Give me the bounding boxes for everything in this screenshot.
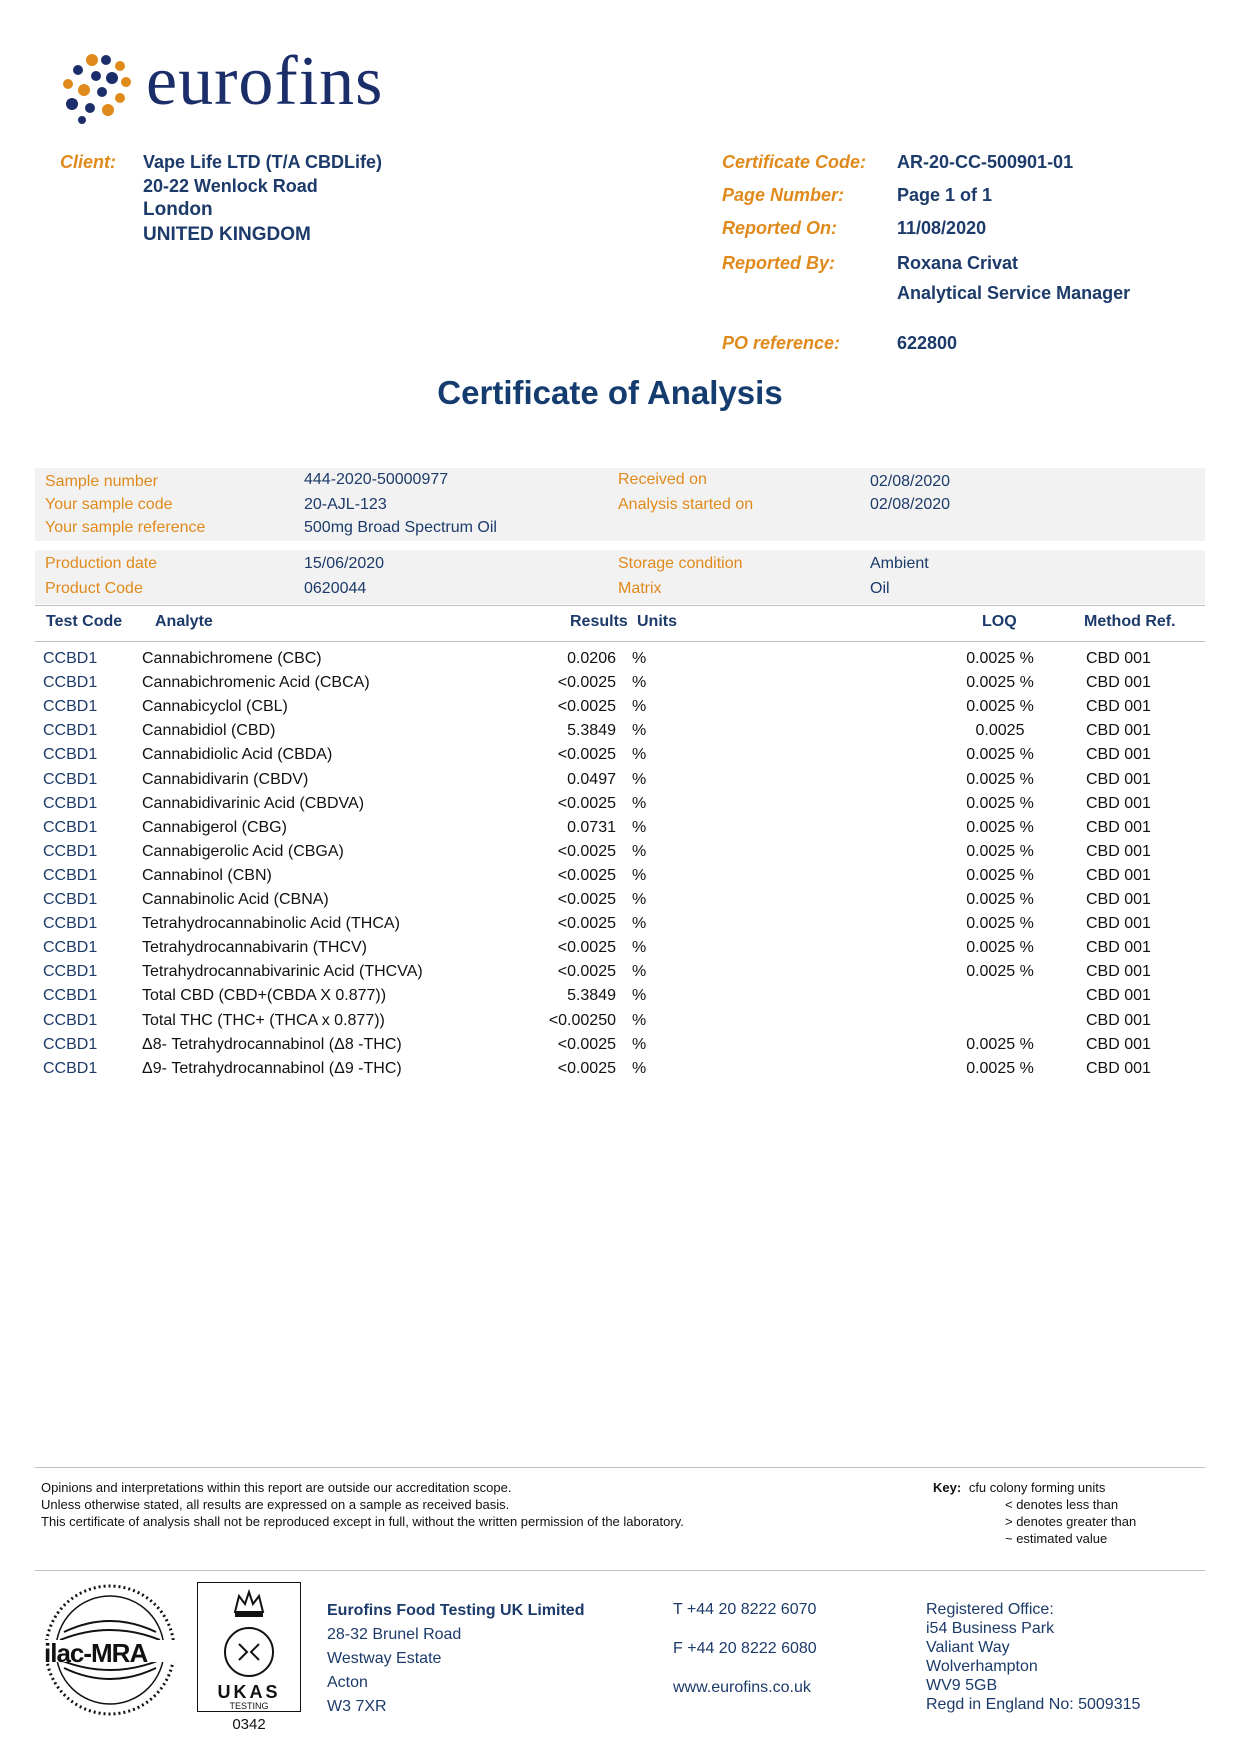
unit-cell: % (632, 770, 647, 788)
test-code-cell: CCBD1 (43, 1011, 98, 1029)
registered-office-title: Registered Office: (926, 1601, 1054, 1618)
product-code: 0620044 (304, 580, 367, 597)
page-title: Certificate of Analysis (437, 374, 783, 411)
result-cell: <0.0025 (557, 866, 616, 884)
result-cell: 0.0206 (567, 650, 616, 667)
test-code-cell: CCBD1 (43, 722, 98, 740)
analyte-cell: Cannabigerolic Acid (CBGA) (142, 842, 344, 860)
crown-tick-icon (197, 1582, 301, 1692)
test-code-cell: CCBD1 (43, 1059, 98, 1077)
loq-cell: 0.0025 % (966, 746, 1034, 764)
header-loq: LOQ (982, 613, 1017, 630)
company-address-line: Westway Estate (327, 1650, 442, 1667)
unit-cell: % (632, 794, 647, 812)
method-cell: CBD 001 (1086, 698, 1151, 716)
header-method: Method Ref. (1084, 613, 1176, 630)
test-code-cell: CCBD1 (43, 891, 98, 908)
key-item: > denotes greater than (1005, 1514, 1137, 1529)
eurofins-logo (62, 43, 402, 128)
test-code-cell: CCBD1 (43, 1035, 98, 1053)
table-row (0, 1012, 1240, 1036)
analyte-cell: Cannabichromene (CBC) (142, 650, 322, 667)
result-cell: 5.3849 (567, 722, 616, 740)
unit-cell: % (632, 891, 647, 908)
analyte-cell: Cannabinol (CBN) (142, 866, 272, 884)
method-cell: CBD 001 (1086, 794, 1151, 812)
analyte-cell: Total THC (THC+ (THCA x 0.877)) (142, 1011, 385, 1029)
sample-reference-label: Your sample reference (45, 519, 206, 536)
loq-cell: 0.0025 % (966, 915, 1034, 933)
unit-cell: % (632, 674, 647, 692)
table-row (0, 698, 1240, 722)
result-cell: 0.0497 (567, 770, 616, 788)
page-number: Page 1 of 1 (897, 185, 993, 205)
result-cell: <0.0025 (557, 915, 616, 933)
sample-number-label: Sample number (45, 473, 158, 490)
analyte-cell: Cannabichromenic Acid (CBCA) (142, 674, 370, 692)
unit-cell: % (632, 915, 647, 933)
table-row (0, 963, 1240, 987)
test-code-cell: CCBD1 (43, 746, 98, 764)
analysis-started-label: Analysis started on (618, 496, 754, 513)
company-address-line: W3 7XR (327, 1698, 387, 1715)
key-item: < denotes less than (1005, 1497, 1119, 1512)
loq-cell: 0.0025 % (966, 770, 1034, 788)
eurofins-dots-icon (62, 52, 134, 124)
footer-note: Unless otherwise stated, all results are expressed on a sample as received basis. (41, 1497, 510, 1512)
result-cell: <0.0025 (557, 842, 616, 860)
result-cell: <0.00250 (548, 1011, 616, 1029)
company-address-line: Acton (327, 1674, 368, 1691)
test-code-cell: CCBD1 (43, 674, 98, 692)
ilac-mra-logo (42, 1582, 178, 1718)
header-analyte: Analyte (155, 613, 213, 630)
analyte-cell: Tetrahydrocannabivarin (THCV) (142, 939, 367, 957)
brand-name: eurofins (146, 43, 384, 120)
unit-cell: % (632, 987, 647, 1005)
analyte-cell: Δ9- Tetrahydrocannabinol (Δ9 -THC) (142, 1059, 402, 1077)
website-link[interactable]: www.eurofins.co.uk (673, 1679, 811, 1696)
ukas-text: UKAS (217, 1682, 281, 1702)
loq-cell: 0.0025 % (966, 866, 1034, 884)
client-country: UNITED KINGDOM (143, 224, 311, 245)
loq-cell: 0.0025 % (966, 1035, 1034, 1053)
test-code-cell: CCBD1 (43, 866, 98, 884)
table-row (0, 939, 1240, 963)
method-cell: CBD 001 (1086, 939, 1151, 957)
unit-cell: % (632, 1011, 647, 1029)
test-code-cell: CCBD1 (43, 987, 98, 1005)
table-row (0, 650, 1240, 674)
unit-cell: % (632, 963, 647, 981)
result-cell: <0.0025 (557, 698, 616, 716)
reported-by-label: Reported By: (722, 253, 836, 273)
sample-code-label: Your sample code (45, 496, 173, 513)
fax-number: F +44 20 8222 6080 (673, 1640, 817, 1657)
unit-cell: % (632, 650, 647, 667)
analyte-cell: Cannabicyclol (CBL) (142, 698, 288, 716)
loq-cell: 0.0025 % (966, 891, 1034, 908)
loq-cell: 0.0025 % (966, 650, 1034, 667)
table-header-divider (35, 641, 1205, 642)
ukas-sub: TESTING (229, 1701, 269, 1711)
loq-cell: 0.0025 % (966, 698, 1034, 716)
certificate-code: AR-20-CC-500901-01 (897, 152, 1074, 172)
phone-number: T +44 20 8222 6070 (673, 1601, 817, 1618)
table-row (0, 795, 1240, 819)
table-row (0, 915, 1240, 939)
method-cell: CBD 001 (1086, 818, 1151, 836)
method-cell: CBD 001 (1086, 866, 1151, 884)
loq-cell: 0.0025 (975, 722, 1025, 740)
header-test-code: Test Code (46, 613, 123, 630)
test-code-cell: CCBD1 (43, 794, 98, 812)
table-top-divider (35, 605, 1205, 606)
analyte-cell: Cannabidivarin (CBDV) (142, 770, 309, 788)
result-cell: <0.0025 (557, 1059, 616, 1077)
po-reference-label: PO reference: (722, 333, 841, 353)
registered-office-line: i54 Business Park (926, 1620, 1055, 1637)
certificate-code-label: Certificate Code: (722, 152, 867, 172)
sample-number: 444-2020-50000977 (304, 471, 449, 488)
footer-bottom-divider (35, 1570, 1205, 1571)
loq-cell: 0.0025 % (966, 842, 1034, 860)
client-city: London (143, 199, 213, 220)
ilac-text: ilac-MRA (44, 1638, 148, 1668)
footer-note: Opinions and interpretations within this report are outside our accreditation scope. (41, 1480, 512, 1495)
table-row (0, 843, 1240, 867)
key-item: cfu colony forming units (968, 1480, 1106, 1495)
page-number-label: Page Number: (722, 185, 845, 205)
unit-cell: % (632, 722, 647, 740)
test-code-cell: CCBD1 (43, 650, 98, 667)
footer-notes (41, 1479, 684, 1530)
received-on-label: Received on (618, 471, 707, 488)
table-row (0, 1060, 1240, 1084)
received-on: 02/08/2020 (870, 473, 951, 490)
reported-by: Roxana Crivat (897, 253, 1019, 273)
unit-cell: % (632, 818, 647, 836)
result-cell: 0.0731 (567, 818, 616, 836)
table-row (0, 1036, 1240, 1060)
po-reference: 622800 (897, 333, 958, 353)
method-cell: CBD 001 (1086, 842, 1151, 860)
storage-condition: Ambient (870, 555, 929, 572)
storage-condition-label: Storage condition (618, 555, 743, 572)
method-cell: CBD 001 (1086, 963, 1151, 981)
loq-cell: 0.0025 % (966, 1059, 1034, 1077)
test-code-cell: CCBD1 (43, 963, 98, 981)
analyte-cell: Cannabidiol (CBD) (142, 722, 276, 740)
unit-cell: % (632, 698, 647, 716)
client-address: 20-22 Wenlock Road (143, 176, 318, 196)
registered-office (926, 1600, 1140, 1714)
table-row (0, 771, 1240, 795)
reported-by-title: Analytical Service Manager (897, 283, 1131, 303)
test-code-cell: CCBD1 (43, 842, 98, 860)
loq-cell: 0.0025 % (966, 939, 1034, 957)
company-name: Eurofins Food Testing UK Limited (327, 1602, 585, 1619)
client-name: Vape Life LTD (T/A CBDLife) (143, 152, 383, 172)
method-cell: CBD 001 (1086, 915, 1151, 933)
unit-cell: % (632, 1059, 647, 1077)
unit-cell: % (632, 939, 647, 957)
footer-top-divider (35, 1467, 1205, 1468)
ukas-logo (197, 1582, 301, 1732)
result-cell: <0.0025 (557, 1035, 616, 1053)
matrix-label: Matrix (618, 580, 662, 597)
sample-reference: 500mg Broad Spectrum Oil (304, 519, 497, 536)
analyte-cell: Cannabinolic Acid (CBNA) (142, 891, 329, 908)
company-address-line: 28-32 Brunel Road (327, 1626, 462, 1643)
method-cell: CBD 001 (1086, 722, 1151, 740)
result-cell: <0.0025 (557, 674, 616, 692)
method-cell: CBD 001 (1086, 1035, 1151, 1053)
table-row (0, 746, 1240, 770)
unit-cell: % (632, 1035, 647, 1053)
header-results: Results (570, 613, 628, 630)
unit-cell: % (632, 746, 647, 764)
ukas-number: 0342 (232, 1716, 266, 1733)
unit-cell: % (632, 842, 647, 860)
sample-info-panel (35, 468, 1205, 541)
loq-cell: 0.0025 % (966, 794, 1034, 812)
method-cell: CBD 001 (1086, 770, 1151, 788)
key-item: ~ estimated value (1005, 1531, 1108, 1546)
table-row (0, 867, 1240, 891)
test-code-cell: CCBD1 (43, 770, 98, 788)
production-date-label: Production date (45, 555, 158, 572)
client-label: Client: (60, 152, 116, 172)
registered-office-line: Wolverhampton (926, 1658, 1038, 1675)
analyte-cell: Cannabigerol (CBG) (142, 818, 287, 836)
table-row (0, 891, 1240, 915)
registered-office-line: Regd in England No: 5009315 (926, 1696, 1141, 1713)
reported-on: 11/08/2020 (897, 218, 987, 238)
registered-office-line: Valiant Way (926, 1639, 1010, 1656)
analyte-cell: Cannabidiolic Acid (CBDA) (142, 746, 333, 764)
method-cell: CBD 001 (1086, 650, 1151, 667)
table-row (0, 674, 1240, 698)
key-label: Key: (933, 1480, 962, 1495)
result-cell: <0.0025 (557, 939, 616, 957)
loq-cell: 0.0025 % (966, 674, 1034, 692)
sample-code: 20-AJL-123 (304, 496, 387, 513)
result-cell: <0.0025 (557, 794, 616, 812)
production-date: 15/06/2020 (304, 555, 385, 572)
method-cell: CBD 001 (1086, 1059, 1151, 1077)
product-code-label: Product Code (45, 580, 143, 597)
loq-cell: 0.0025 % (966, 818, 1034, 836)
test-code-cell: CCBD1 (43, 698, 98, 716)
key-block (933, 1479, 1136, 1547)
analyte-cell: Δ8- Tetrahydrocannabinol (Δ8 -THC) (142, 1035, 402, 1053)
table-row (0, 819, 1240, 843)
matrix: Oil (870, 580, 890, 597)
analyte-cell: Tetrahydrocannabinolic Acid (THCA) (142, 915, 400, 933)
result-cell: <0.0025 (557, 746, 616, 764)
footer-note: This certificate of analysis shall not be reproduced except in full, without the written permission of the laboratory. (41, 1514, 684, 1529)
loq-cell: 0.0025 % (966, 963, 1034, 981)
method-cell: CBD 001 (1086, 1011, 1151, 1029)
table-row (0, 722, 1240, 746)
analysis-started: 02/08/2020 (870, 496, 951, 513)
table-row (0, 987, 1240, 1011)
result-cell: <0.0025 (557, 963, 616, 981)
test-code-cell: CCBD1 (43, 915, 98, 933)
method-cell: CBD 001 (1086, 674, 1151, 692)
result-cell: 5.3849 (567, 987, 616, 1005)
reported-on-label: Reported On: (722, 218, 837, 238)
analyte-cell: Tetrahydrocannabivarinic Acid (THCVA) (142, 963, 423, 981)
method-cell: CBD 001 (1086, 746, 1151, 764)
unit-cell: % (632, 866, 647, 884)
test-code-cell: CCBD1 (43, 818, 98, 836)
method-cell: CBD 001 (1086, 891, 1151, 908)
analyte-cell: Total CBD (CBD+(CBDA X 0.877)) (142, 987, 387, 1005)
test-code-cell: CCBD1 (43, 939, 98, 957)
header-units: Units (637, 613, 677, 630)
analyte-cell: Cannabidivarinic Acid (CBDVA) (142, 794, 365, 812)
registered-office-line: WV9 5GB (926, 1677, 998, 1694)
product-info-panel (35, 550, 1205, 604)
method-cell: CBD 001 (1086, 987, 1151, 1005)
company-address (327, 1599, 584, 1719)
result-cell: <0.0025 (557, 891, 616, 908)
